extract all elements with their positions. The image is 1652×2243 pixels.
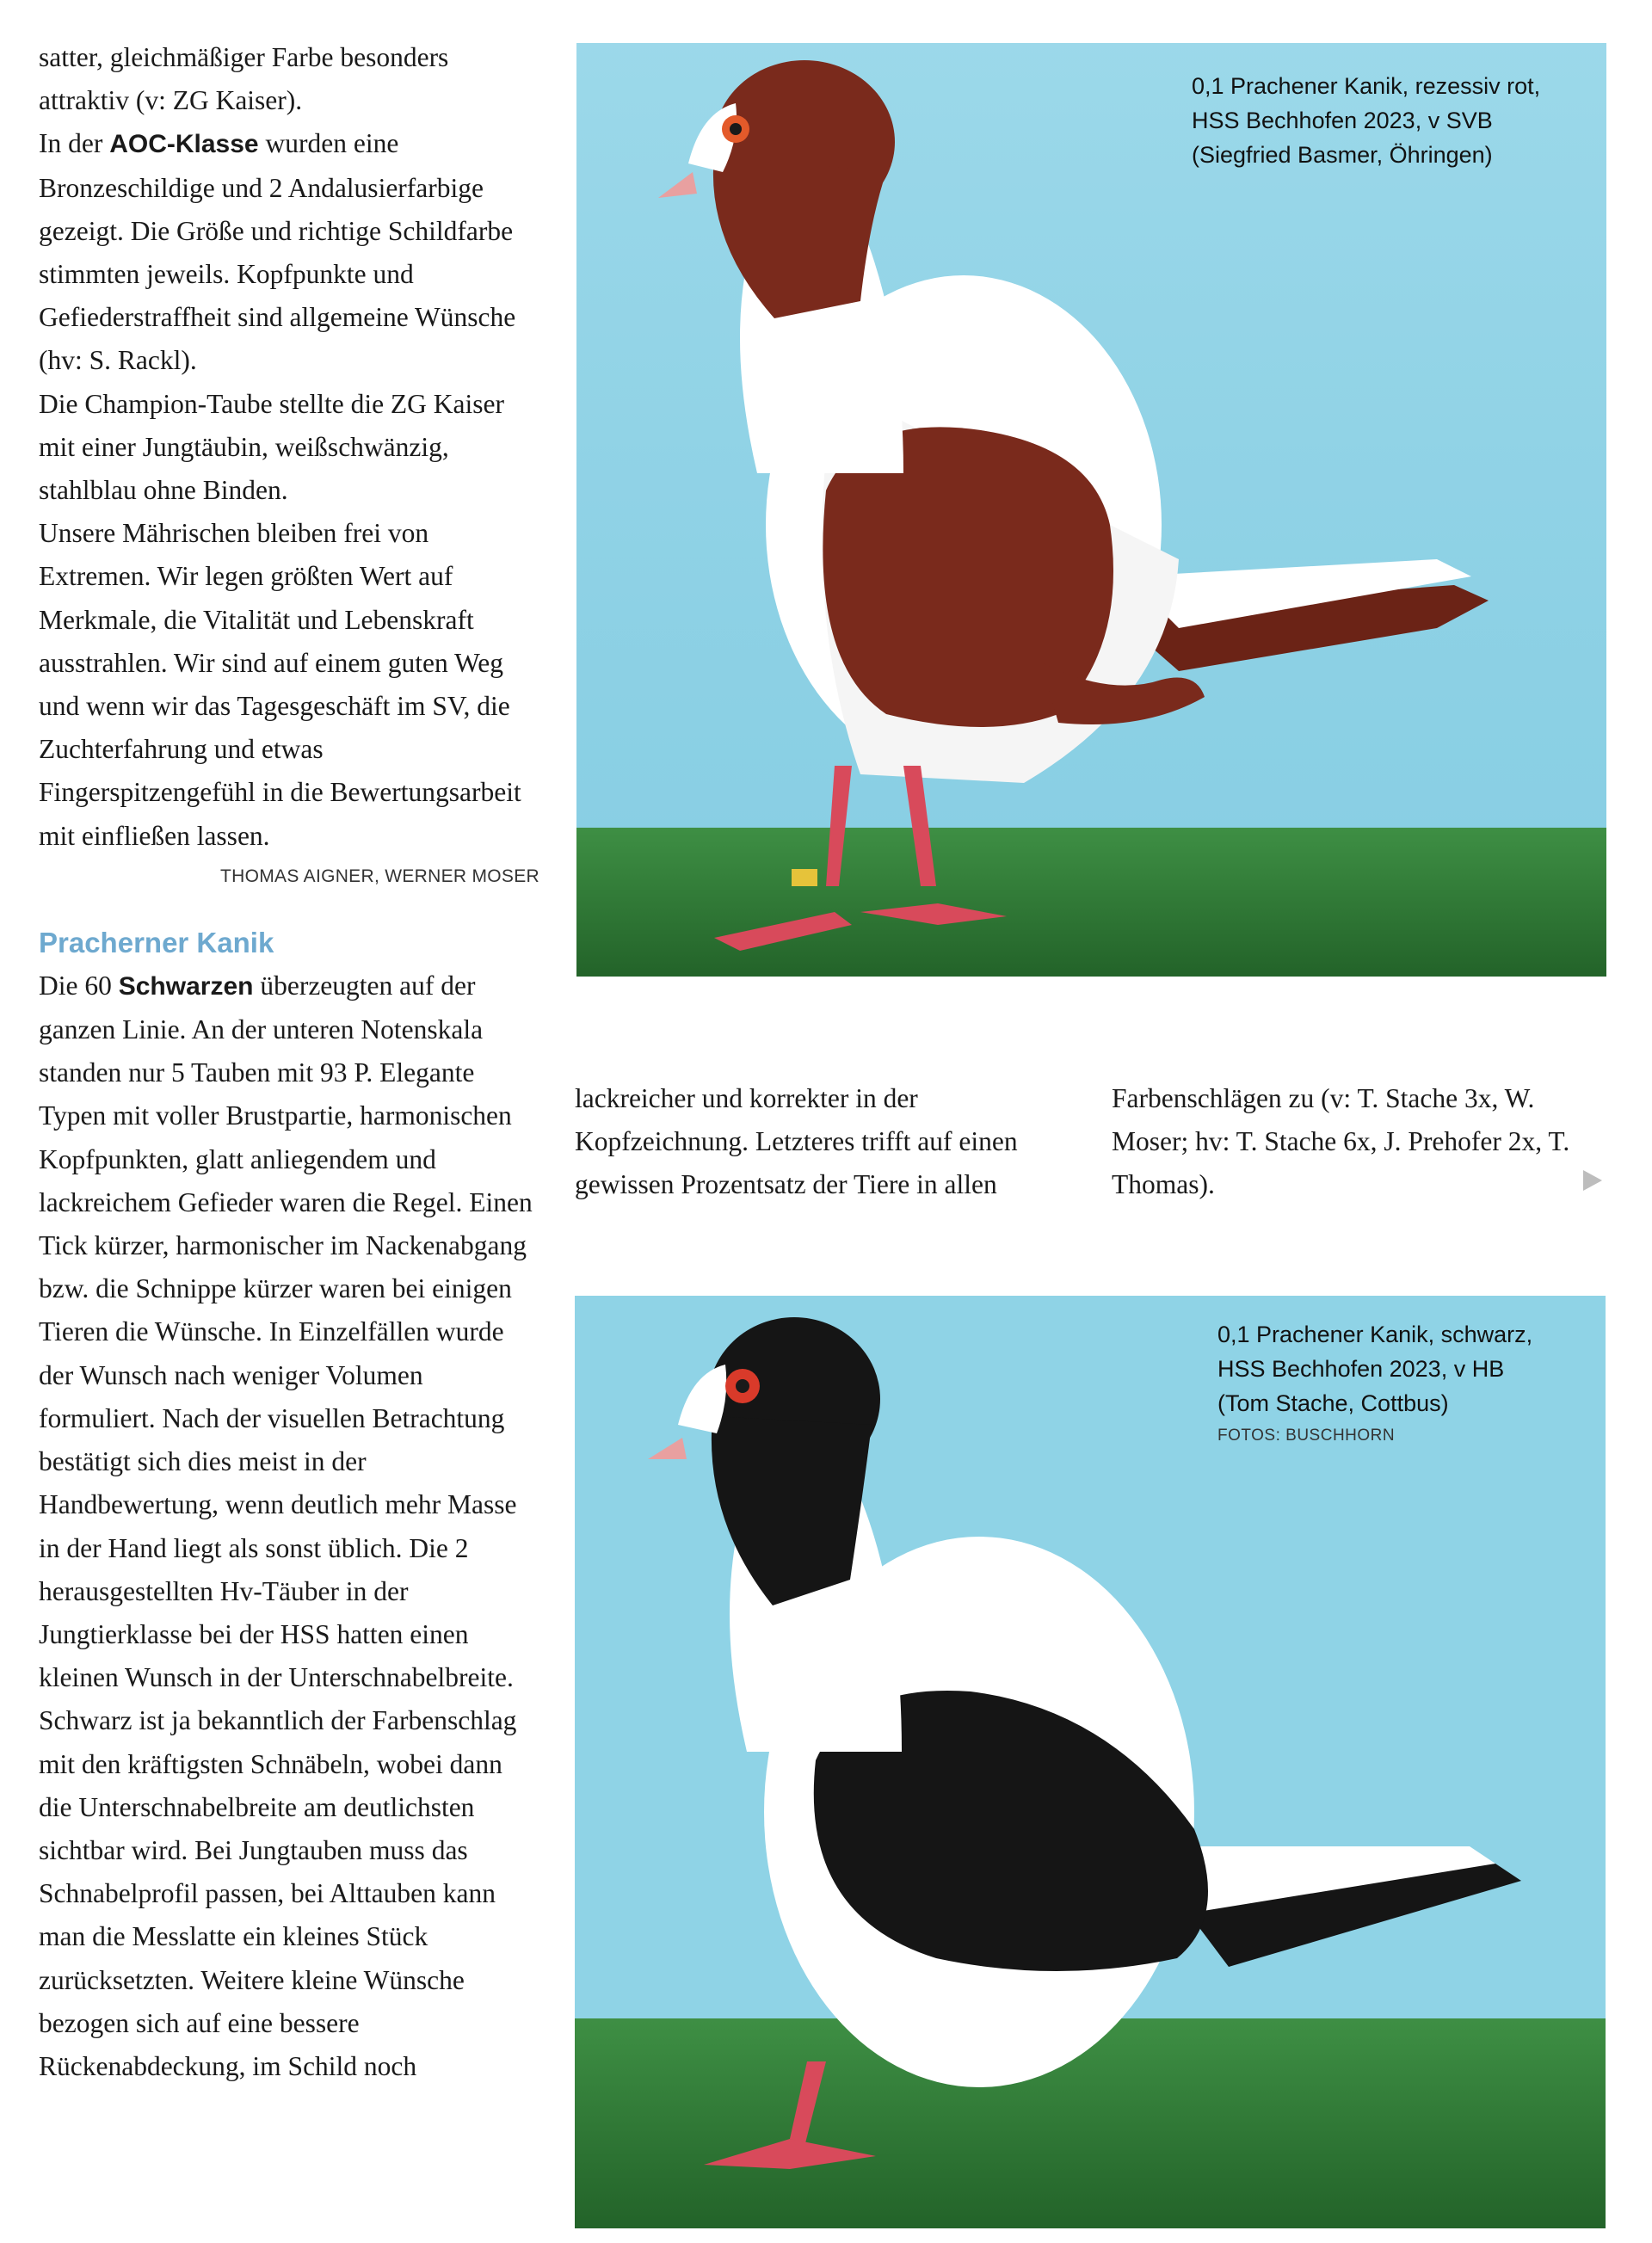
bold-aoc-klasse: AOC-Klasse: [109, 130, 259, 159]
paragraph-aoc-class: [39, 122, 539, 382]
paragraph-continuation: lackreicher und korrekter in der Kopfzeichnung. Letzteres trifft auf einen gewissen Prozentsatz der Tiere in allen: [575, 1083, 1018, 1200]
caption-line: HSS Bechhofen 2023, v SVB: [1192, 108, 1493, 133]
caption-black-pigeon: [1217, 1317, 1532, 1448]
paragraph-maehrische: Unsere Mährischen bleiben frei von Extremen. Wir legen größten Wert auf Merkmale, die Vitalität und Lebenskraft ausstrahlen. Wir sind auf einem guten Weg und wenn wir das Tagesgeschäft im SV, die Zuchterfahrung und etwas Fingerspitzengefühl in die Bewertungsarbeit mit einfließen lassen.: [39, 518, 521, 851]
continue-arrow-icon: [1583, 1170, 1602, 1191]
paragraph-conclusion: Farbenschlägen zu (v: T. Stache 3x, W. Moser; hv: T. Stache 6x, J. Prehofer 2x, T. Thomas).: [1112, 1083, 1570, 1200]
photo-red-pigeon: [576, 43, 1606, 977]
text-run: Die 60: [39, 970, 119, 1001]
author-credit: THOMAS AIGNER, WERNER MOSER: [220, 866, 539, 886]
text-run: wurden eine Bronzeschildige und 2 Andalusierfarbige gezeigt. Die Größe und richtige Schildfarbe stimmten jeweils. Kopfpunkte und Gefiederstraffheit sind allgemeine Wünsche (hv: S. Rackl).: [39, 128, 516, 376]
caption-line: 0,1 Prachener Kanik, rezessiv rot,: [1192, 73, 1541, 99]
caption-red-pigeon: [1192, 69, 1540, 172]
caption-line: HSS Bechhofen 2023, v HB: [1217, 1356, 1505, 1382]
caption-line: (Tom Stache, Cottbus): [1217, 1390, 1449, 1416]
photo-credit: FOTOS: BUSCHHORN: [1217, 1427, 1396, 1445]
paragraph-aoc-intro: satter, gleichmäßiger Farbe besonders attraktiv (v: ZG Kaiser).: [39, 42, 449, 116]
section-heading: Pracherner Kanik: [39, 926, 274, 958]
caption-line: 0,1 Prachener Kanik, schwarz,: [1217, 1322, 1533, 1347]
caption-line: (Siegfried Basmer, Öhringen): [1192, 142, 1493, 168]
text-run: In der: [39, 128, 110, 159]
middle-column: [575, 1077, 1082, 1207]
left-column: [39, 36, 539, 2088]
paragraph-champion: Die Champion-Taube stellte die ZG Kaiser mit einer Jungtäubin, weißschwänzig, stahlblau ohne Binden.: [39, 388, 505, 506]
right-column: [1112, 1077, 1593, 1207]
paragraph-schwarze: [39, 964, 539, 2088]
text-run: überzeugten auf der ganzen Linie. An der unteren Notenskala standen nur 5 Tauben mit 93 P. Elegante Typen mit voller Brustpartie, harmonischen Kopfpunkten, glatt anliegendem und lackreichem Gefieder waren die Regel. Einen Tick kürzer, harmonischer im Nackenabgang bzw. die Schnippe kürzer waren bei einigen Tieren die Wünsche. In Einzelfällen wurde der Wunsch nach weniger Volumen formuliert. Nach der visuellen Betrachtung bestätigt sich dies meist in der Handbewertung, wenn deutlich mehr Masse in der Hand liegt als sonst üblich. Die 2 herausgestellten Hv-Täuber in der Jungtierklasse bei der HSS hatten einen kleinen Wunsch in der Unterschnabelbreite. Schwarz ist ja bekanntlich der Farbenschlag mit den kräftigsten Schnäbeln, wobei dann die Unterschnabelbreite am deutlichsten sichtbar wird. Bei Jungtauben muss das Schnabelprofil passen, bei Alttauben kann man die Messlatte ein kleines Stück zurücksetzten. Weitere kleine Wünsche bezogen sich auf eine bessere Rückenabdeckung, im Schild noch: [39, 970, 533, 2081]
bold-schwarzen: Schwarzen: [118, 971, 254, 1001]
